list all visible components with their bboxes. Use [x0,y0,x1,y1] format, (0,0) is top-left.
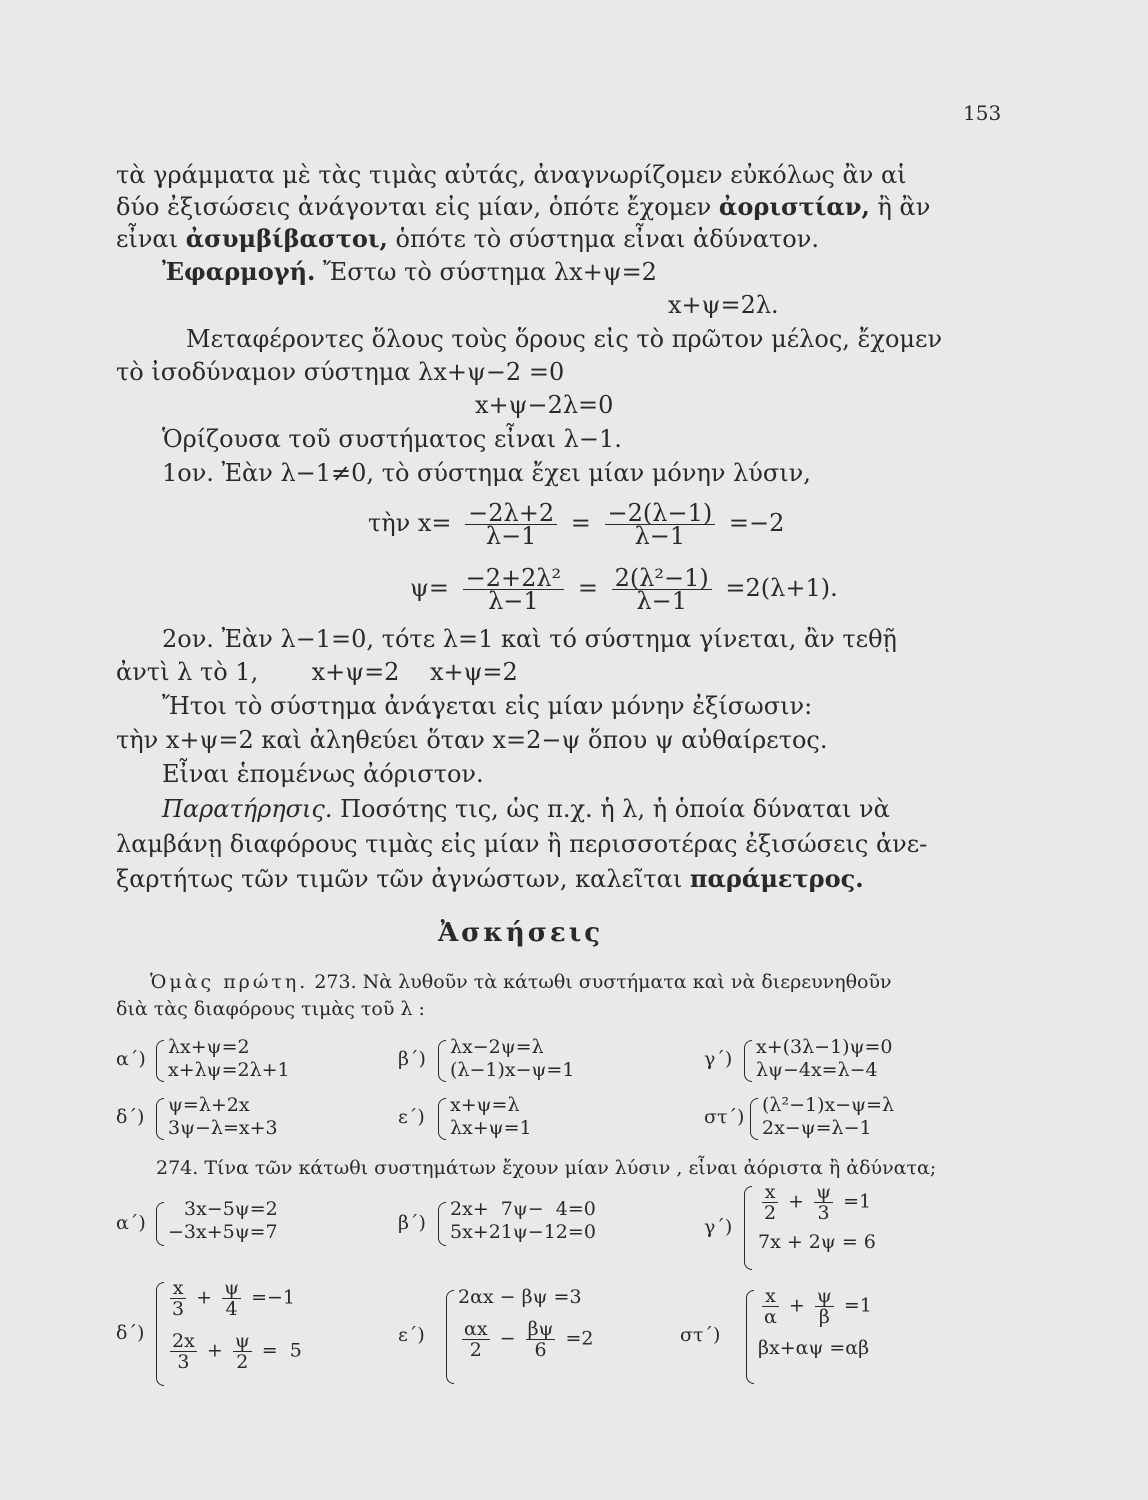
text-span: Ἔστω τὸ σύστημα λx+ψ=2 [323,258,657,286]
system-label: γ΄) [704,1216,733,1238]
fraction: $\frac{-2\lambda+2}{\lambda-1}$ [465,502,557,547]
text-line [150,970,892,994]
system-label: γ΄) [704,1048,733,1070]
equation: 3x−5ψ=2 [184,1198,278,1220]
system-273b [398,1036,658,1086]
system-label: α΄) [116,1048,146,1070]
system-label: ε΄) [398,1324,425,1346]
text-span: = [577,574,598,602]
system-label: δ΄) [116,1322,145,1344]
equation: $\frac{x}{3}$ + $\frac{\psi}{4}$ =−1 [172,1277,295,1320]
text-span: =−2 [728,509,785,537]
text-line: λαμβάνῃ διαφόρους τιμὰς εἰς μίαν ἢ περισσοτέρας ἐξισώσεις ἀνε- [116,830,928,858]
text-line: Ἤτοι τὸ σύστημα ἀνάγεται εἰς μίαν μόνην ἐξίσωσιν: [162,692,813,720]
text-span: Ποσότης τις, ὡς π.χ. ἡ λ, ἡ ὁποία δύναται νὰ [332,795,890,823]
equation: λx+ψ=2 [168,1036,250,1058]
brace [156,1098,164,1140]
text-span: δύο ἐξισώσεις ἀνάγονται εἰς μίαν, ὁπότε ἔχομεν [116,193,719,221]
system-label: α΄) [116,1212,146,1234]
fraction: $\frac{\text{2(λ²−1)}}{\lambda-1}$ [612,567,712,612]
text-span: ξαρτήτως τῶν τιμῶν τῶν ἀγνώστων, καλεῖται [116,865,690,893]
brace [746,1290,754,1384]
equation: 5x+21ψ−12=0 [450,1221,596,1243]
term-bold: ἀοριστίαν, [718,192,870,221]
text-line [116,224,819,254]
equation: $\frac{x}{2}$ + $\frac{\psi}{3}$ =1 [764,1181,872,1224]
equation: x+ψ=2λ. [668,291,779,319]
term-bold: παράμετρος. [689,864,864,893]
brace [438,1040,446,1082]
y-solution [410,564,838,615]
brace [446,1290,454,1384]
text-line: τὴν x+ψ=2 καὶ ἀληθεύει ὅταν x=2−ψ ὅπου ψ αὐθαίρετος. [116,726,828,754]
text-line: τὸ ἰσοδύναμον σύστημα λx+ψ−2 =0 [116,358,565,386]
text-span: εἶναι [116,225,186,253]
brace [156,1202,164,1246]
equation: 2x+ 7ψ− 4=0 [450,1198,596,1220]
system-label: στ΄) [680,1324,721,1346]
exercises-heading: Ἀσκήσεις [438,918,604,948]
page-number: 153 [963,101,1002,125]
equation: 7x + 2ψ = 6 [758,1231,876,1253]
text-line [162,257,657,287]
brace [438,1202,446,1246]
brace [156,1282,164,1386]
text-line: Εἶναι ἑπομένως ἀόριστον. [162,760,484,788]
text-span: 273. Νὰ λυθοῦν τὰ κάτωθι συστήματα καὶ νὰ διερευνηθοῦν [308,971,892,993]
equation: λx−2ψ=λ [450,1036,544,1058]
text-line: 1ον. Ἐὰν λ−1≠0, τὸ σύστημα ἔχει μίαν μόνην λύσιν, [162,459,811,487]
system-274a [116,1198,376,1250]
text-line: Μεταφέροντες ὅλους τοὺς ὅρους εἰς τὸ πρῶτον μέλος, ἔχομεν [186,325,943,353]
x-solution [368,499,785,550]
equation: x+ψ−2λ=0 [475,391,614,419]
equation: (λ²−1)x−ψ=λ [762,1094,894,1116]
group-title: Ὁμὰς πρώτη. [150,971,309,993]
equation: λψ−4x=λ−4 [756,1059,878,1081]
brace [438,1098,446,1140]
system-273e [398,1094,658,1144]
system-274c [704,1182,964,1272]
system-273a [116,1036,376,1086]
equation: 3ψ−λ=x+3 [168,1117,278,1139]
system-273d [116,1094,376,1144]
equation: $\frac{x}{\alpha}$ + $\frac{\psi}{\beta}$ =1 [764,1285,872,1328]
brace [750,1098,758,1140]
text-span: ἢ ἂν [869,193,931,221]
system-274e [398,1286,678,1386]
system-label: β΄) [398,1048,426,1070]
equation: 2αx − βψ =3 [458,1286,582,1308]
equation: −3x+5ψ=7 [168,1221,278,1243]
text-line: 2ον. Ἐὰν λ−1=0, τότε λ=1 καὶ τό σύστημα γίνεται, ἂν τεθῇ [162,625,897,653]
text-span: =2(λ+1). [725,574,838,602]
equation: $\frac{2x}{3}$ + $\frac{\psi}{2}$ = 5 [172,1330,302,1373]
equation: ψ=λ+2x [168,1094,250,1116]
brace [744,1186,752,1270]
equation: x+(3λ−1)ψ=0 [756,1036,893,1058]
equation: $\frac{\alpha x}{2}$ − $\frac{\beta\psi}{6}$ =2 [464,1318,594,1361]
equation: (λ−1)x−ψ=1 [450,1059,575,1081]
text-span: = [570,509,591,537]
system-label: στ΄) [704,1106,745,1128]
text-span: ὁπότε τὸ σύστημα εἶναι ἀδύνατον. [387,225,819,253]
equation: x+λψ=2λ+1 [168,1059,290,1081]
system-273f [704,1094,964,1144]
system-274b [398,1198,678,1250]
brace [744,1040,752,1082]
term-bold: ἀσυμβίβαστοι, [185,224,388,253]
system-label: δ΄) [116,1106,145,1128]
text-line [116,192,930,222]
system-label: ε΄) [398,1106,425,1128]
equation: λx+ψ=1 [450,1117,532,1139]
text-line [116,864,864,894]
text-line: Ὁρίζουσα τοῦ συστήματος εἶναι λ−1. [162,425,622,453]
equation: 2x−ψ=λ−1 [762,1117,872,1139]
remark-title: Παρατήρησις. [162,795,333,823]
system-274d [116,1278,376,1390]
text-line: ἀντὶ λ τὸ 1, x+ψ=2 x+ψ=2 [116,658,518,686]
fraction: $\frac{\text{−2+2λ²}}{\lambda-1}$ [463,567,565,612]
system-274f [680,1286,960,1386]
text-span: τὴν x= [368,509,452,537]
text-line [162,794,890,824]
text-line: διὰ τὰς διαφόρους τιμὰς τοῦ λ : [116,998,425,1020]
system-label: β΄) [398,1212,426,1234]
equation: x+ψ=λ [450,1094,520,1116]
brace [156,1040,164,1082]
text-line: 274. Τίνα τῶν κάτωθι συστημάτων ἔχουν μίαν λύσιν , εἶναι ἀόριστα ἢ ἀδύνατα; [156,1157,937,1179]
system-273c [704,1036,964,1086]
equation: βx+αψ =αβ [758,1337,870,1359]
text-span: ψ= [410,574,449,602]
text-line: τὰ γράμματα μὲ τὰς τιμὰς αὐτάς, ἀναγνωρίζομεν εὐκόλως ἂν αἱ [116,161,907,189]
section-title: Ἐφαρμογή. [162,257,316,286]
fraction: $\frac{-2(\lambda-1)}{\lambda-1}$ [605,502,716,547]
